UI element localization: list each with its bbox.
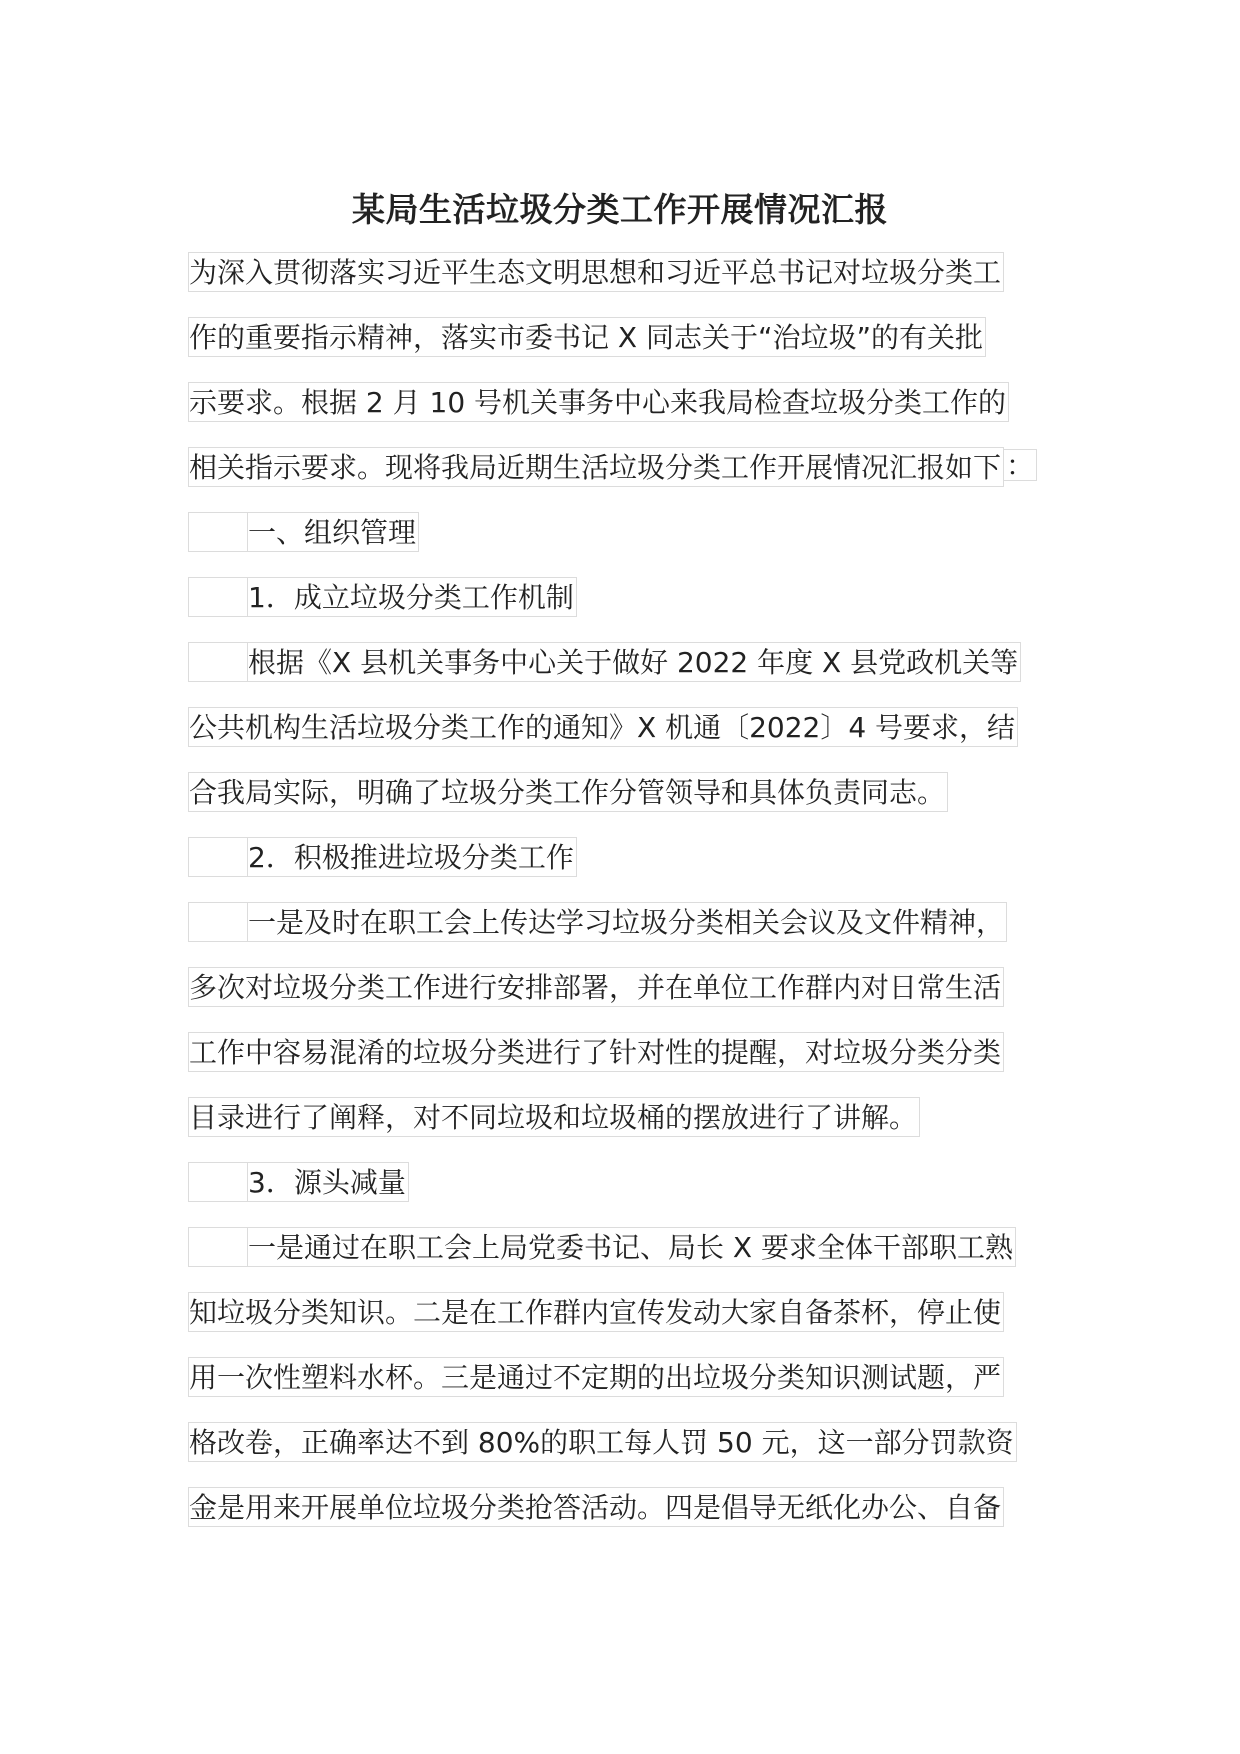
heading-text: 1．成立垃圾分类工作机制 [248, 577, 577, 617]
text-line: 用一次性塑料水杯。三是通过不定期的出垃圾分类知识测试题，严 [188, 1357, 1004, 1397]
paragraph-line [188, 1032, 1068, 1097]
document-title: 某局生活垃圾分类工作开展情况汇报 [352, 190, 888, 229]
text-line: 示要求。根据 2 月 10 号机关事务中心来我局检查垃圾分类工作的 [188, 382, 1009, 422]
subsection-heading [188, 837, 1068, 902]
text-line: 格改卷，正确率达不到 80%的职工每人罚 50 元，这一部分罚款资 [188, 1422, 1017, 1462]
indent-cell [188, 642, 248, 682]
text-line: 合我局实际，明确了垃圾分类工作分管领导和具体负责同志。 [188, 772, 948, 812]
heading-text: 一、组织管理 [248, 512, 419, 552]
text-line: 作的重要指示精神，落实市委书记 X 同志关于“治垃圾”的有关批 [188, 317, 986, 357]
text-line: 公共机构生活垃圾分类工作的通知》X 机通〔2022〕4 号要求，结 [188, 707, 1018, 747]
subsection-heading [188, 577, 1068, 642]
paragraph-line [188, 707, 1068, 772]
text-line: 工作中容易混淆的垃圾分类进行了针对性的提醒，对垃圾分类分类 [188, 1032, 1004, 1072]
text-line: 一是通过在职工会上局党委书记、局长 X 要求全体干部职工熟 [248, 1227, 1016, 1267]
paragraph-line [188, 902, 1068, 967]
text-line: 相关指示要求。现将我局近期生活垃圾分类工作开展情况汇报如下 [188, 447, 1004, 487]
paragraph-line [188, 1422, 1068, 1487]
paragraph-line [188, 317, 1068, 382]
indent-cell [188, 902, 248, 942]
paragraph-line [188, 1097, 1068, 1162]
indent-cell [188, 1227, 248, 1267]
text-line: 目录进行了阐释，对不同垃圾和垃圾桶的摆放进行了讲解。 [188, 1097, 920, 1137]
paragraph-line [188, 772, 1068, 837]
paragraph-line [188, 1487, 1068, 1552]
document-body [188, 252, 1068, 1552]
text-line: 为深入贯彻落实习近平生态文明思想和习近平总书记对垃圾分类工 [188, 252, 1004, 292]
text-line: 一是及时在职工会上传达学习垃圾分类相关会议及文件精神， [248, 902, 1007, 942]
paragraph-line [188, 1292, 1068, 1357]
section-heading [188, 512, 1068, 577]
paragraph-line [188, 252, 1068, 317]
text-line: 知垃圾分类知识。二是在工作群内宣传发动大家自备茶杯，停止使 [188, 1292, 1004, 1332]
heading-text: 2．积极推进垃圾分类工作 [248, 837, 577, 877]
paragraph-line [188, 382, 1068, 447]
indent-cell [188, 512, 248, 552]
text-line: 金是用来开展单位垃圾分类抢答活动。四是倡导无纸化办公、自备 [188, 1487, 1004, 1527]
paragraph-line [188, 642, 1068, 707]
subsection-heading [188, 1162, 1068, 1227]
indent-cell [188, 1162, 248, 1202]
text-tail: ： [1004, 449, 1037, 481]
paragraph-line [188, 1357, 1068, 1422]
text-line: 多次对垃圾分类工作进行安排部署，并在单位工作群内对日常生活 [188, 967, 1004, 1007]
text-line: 根据《X 县机关事务中心关于做好 2022 年度 X 县党政机关等 [248, 642, 1021, 682]
paragraph-line [188, 967, 1068, 1032]
paragraph-line [188, 447, 1068, 512]
heading-text: 3．源头减量 [248, 1162, 409, 1202]
paragraph-line [188, 1227, 1068, 1292]
indent-cell [188, 577, 248, 617]
indent-cell [188, 837, 248, 877]
